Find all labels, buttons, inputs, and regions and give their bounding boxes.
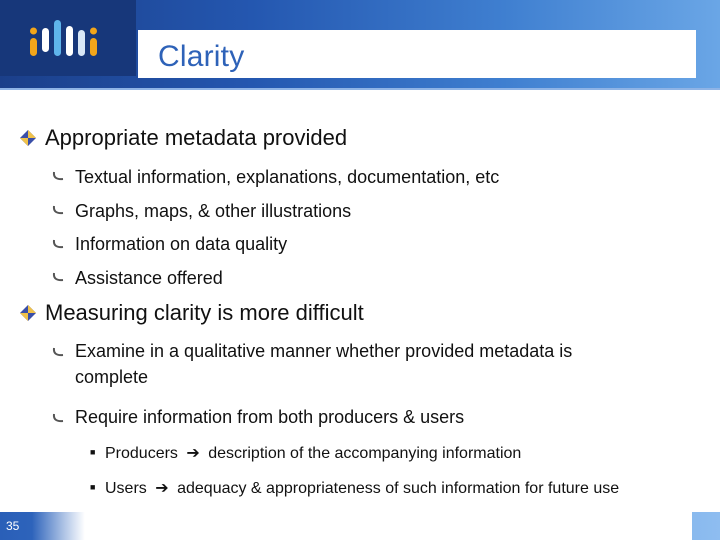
square-bullet-icon: ■ [90, 447, 96, 457]
bullet-level3 [105, 478, 619, 498]
swoosh-bullet-icon [52, 411, 65, 424]
bullet-level2: Require information from both producers & users [75, 407, 465, 427]
footer-highlight [32, 512, 692, 540]
right-arrow-icon: ➔ [155, 480, 169, 497]
bullet-level2: Examine in a qualitative manner whether provided metadata is complete [75, 341, 573, 387]
diamond-bullet-icon [20, 305, 36, 321]
square-bullet-icon: ■ [90, 482, 96, 492]
page-number: 35 [6, 519, 20, 533]
bullet-level1: Measuring clarity is more difficult [45, 300, 364, 325]
swoosh-bullet-icon [52, 237, 65, 250]
diamond-bullet-icon [20, 130, 36, 146]
swoosh-bullet-icon [52, 270, 65, 283]
swoosh-bullet-icon [52, 203, 65, 216]
subitem-subject: Producers [105, 445, 178, 462]
swoosh-bullet-icon [52, 169, 65, 182]
subitem-subject: Users [105, 480, 147, 497]
bullet-level2: Assistance offered [75, 268, 223, 288]
bullet-level1: Appropriate metadata provided [45, 125, 348, 150]
bullet-level2: Textual information, explanations, documentation, etc [75, 167, 500, 187]
bullet-level2: Graphs, maps, & other illustrations [75, 201, 352, 221]
swoosh-bullet-icon [52, 345, 65, 358]
bullet-level2: Information on data quality [75, 234, 288, 254]
bullet-level3 [105, 443, 521, 463]
right-arrow-icon: ➔ [186, 445, 200, 462]
slide-title: Clarity [158, 40, 245, 73]
subitem-detail: adequacy & appropriateness of such information for future use [177, 480, 620, 497]
subitem-detail: description of the accompanying information [208, 445, 522, 462]
